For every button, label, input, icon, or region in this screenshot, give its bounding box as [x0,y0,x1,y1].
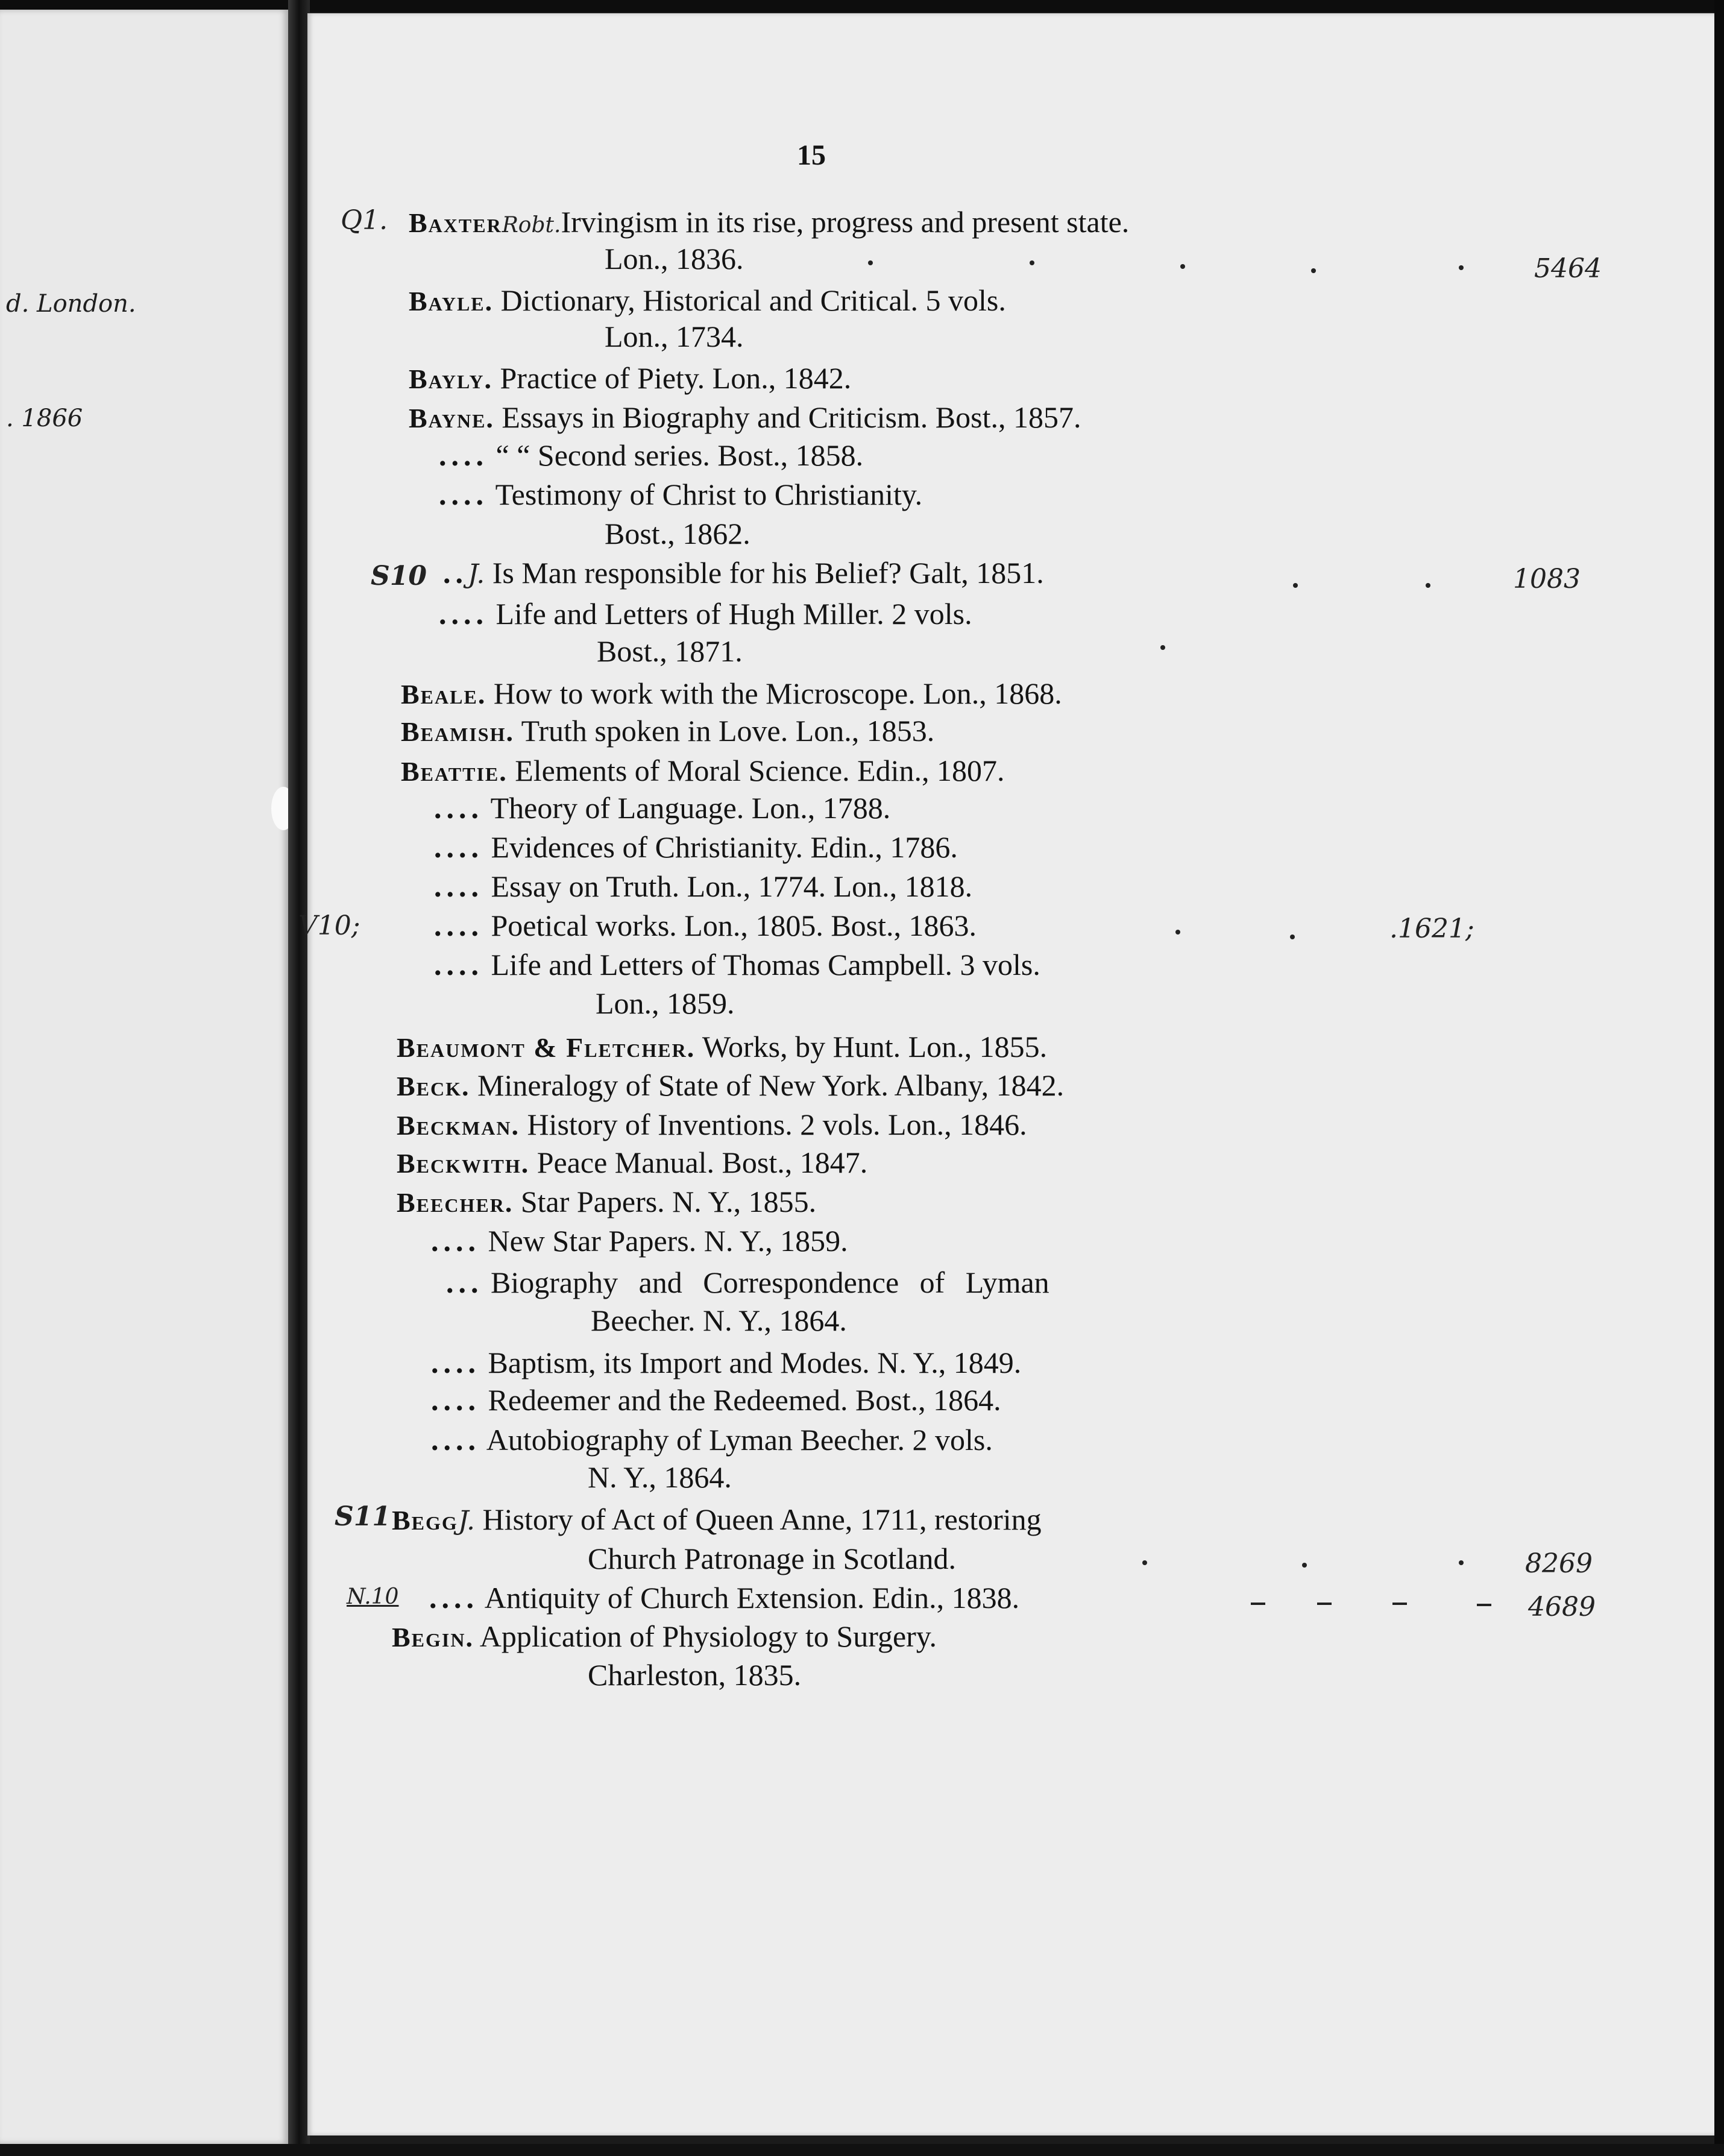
author-name: Begin. [392,1622,474,1653]
entry-bayne [409,399,1081,437]
entry-ditto [434,947,1040,983]
shelf-mark: Q1. [341,205,388,236]
shelf-mark: V10; [298,910,360,941]
leader-dot [1142,1560,1147,1565]
author-name: Beattie. [401,756,508,787]
leader-dot [1175,930,1180,935]
author-name: Beck. [397,1071,470,1102]
title-text: Autobiography of Lyman Beecher. 2 vols. [486,1423,993,1457]
title-text: Life and Letters of Thomas Campbell. 3 vols. [491,948,1040,982]
title-text: Practice of Piety. Lon., 1842. [500,361,852,395]
entry-beaumont-fletcher [397,1029,1047,1066]
entry-beattie [401,752,1005,790]
title-text: Testimony of Christ to Christianity. [495,478,923,511]
entry-beckman [397,1106,1027,1144]
leader-dot [1030,260,1034,265]
title-text: Baptism, its Import and Modes. N. Y., 1849. [488,1346,1022,1379]
ditto-dots: .... [434,830,483,864]
title-text: Mineralogy of State of New York. Albany, 1842. [477,1068,1065,1102]
ditto-dots: .... [434,869,483,903]
ditto-dots: .... [439,597,488,631]
entry-ditto [434,790,890,826]
ditto-dots: .... [431,1423,480,1457]
author-name: Bayle. [409,286,494,317]
facing-page-left [0,10,288,2144]
author-name: Beckwith. [397,1148,530,1179]
title-text: Biography and Correspondence of Lyman [491,1266,1049,1299]
leader-dot [1160,645,1165,650]
ditto-dots: ... [446,1266,483,1299]
title-text: Works, by Hunt. Lon., 1855. [702,1030,1048,1064]
entry-begg [392,1501,1042,1539]
shelf-mark: S10 [371,561,427,591]
handwritten-initial: Robt. [502,213,561,238]
handwritten-initial: J. [468,559,485,590]
title-text: Redeemer and the Redeemed. Bost., 1864. [488,1383,1001,1417]
leader-dash [1392,1603,1407,1605]
facing-page-note-1: d. London. [6,290,136,318]
leader-dot [1302,1563,1307,1568]
title-text: Peace Manual. Bost., 1847. [536,1146,868,1179]
title-text: How to work with the Microscope. Lon., 1868. [493,676,1062,710]
entry-ditto [431,1382,1001,1418]
ditto-dots: .... [439,478,488,511]
entry-continuation: Lon., 1859. [596,986,735,1020]
entry-continuation: N. Y., 1864. [588,1460,732,1494]
title-text: History of Act of Queen Anne, 1711, restoring [482,1502,1042,1536]
entry-continuation: Lon., 1734. [605,320,744,353]
entry-continuation: Bost., 1871. [597,634,743,668]
leader-dash [1477,1604,1491,1606]
leader-dash [1317,1603,1332,1605]
scan-edge-right [1714,0,1724,2156]
author-name: Begg [392,1505,458,1536]
leader-dash [1251,1603,1265,1605]
leader-dot [1459,265,1464,270]
entry-ditto [431,1422,993,1458]
entry-beck [397,1067,1064,1105]
entry-ditto [434,868,972,904]
scan-edge-bottom [0,2144,1724,2156]
entry-beecher [397,1184,816,1221]
leader-dot [868,260,873,265]
entry-begin [392,1618,937,1656]
accession-number: 4689 [1528,1592,1596,1622]
title-text: Irvingism in its rise, progress and present state. [561,205,1130,239]
ditto-dots: .... [439,438,488,472]
title-text: New Star Papers. N. Y., 1859. [488,1224,848,1258]
author-name: Baxter [409,207,502,238]
entry-ditto [439,437,863,473]
title-text: Poetical works. Lon., 1805. Bost., 1863. [491,909,977,942]
author-name: Bayne. [409,403,494,433]
ditto-dots: .... [429,1581,479,1615]
entry-ditto [439,476,922,512]
shelf-mark: S11 [335,1501,391,1532]
facing-page-note-2: . 1866 [6,405,83,432]
handwritten-initial: J. [458,1505,476,1536]
entry-continuation: Lon., 1836. [605,242,744,276]
leader-dot [1311,268,1316,273]
accession-number: 8269 [1525,1548,1593,1579]
title-text: “ “ Second series. Bost., 1858. [495,438,864,472]
binding-gutter [288,0,310,2156]
leader-dot [1290,935,1295,939]
author-name: Beale. [401,679,486,710]
title-text: Evidences of Christianity. Edin., 1786. [491,830,958,864]
entry-ditto [434,829,958,865]
title-text: Truth spoken in Love. Lon., 1853. [521,714,935,748]
entry-beamish [401,713,934,750]
title-text: Essay on Truth. Lon., 1774. Lon., 1818. [491,869,973,903]
entry-baxter [409,204,1129,244]
entry-continuation: Beecher. N. Y., 1864. [591,1303,847,1337]
title-text: Theory of Language. Lon., 1788. [490,791,891,825]
entry-ditto [431,1344,1021,1381]
ditto-dots: .... [431,1383,480,1417]
ditto-dots: .... [434,948,483,982]
title-text: Star Papers. N. Y., 1855. [520,1185,817,1218]
entry-continuation: Church Patronage in Scotland. [588,1542,956,1575]
entry-bayle [409,282,1006,320]
accession-number: .1621; [1389,913,1474,944]
title-text: Dictionary, Historical and Critical. 5 vols. [500,283,1006,317]
author-name: Beamish. [401,716,514,747]
accession-number: 1083 [1513,564,1581,594]
accession-number: 5464 [1534,253,1602,284]
title-text: Is Man responsible for his Belief? Galt, 1851. [492,556,1044,590]
title-text: Elements of Moral Science. Edin., 1807. [515,754,1005,787]
entry-beckwith [397,1144,867,1182]
title-text: Essays in Biography and Criticism. Bost., 1857. [502,400,1081,434]
ditto-dots: .... [434,909,483,942]
author-name: Beckman. [397,1110,520,1141]
entry-ditto [434,907,977,944]
entry-continuation: Charleston, 1835. [588,1658,802,1692]
entry-ditto [431,1223,848,1259]
entry-beale [401,675,1062,713]
entry-ditto [446,1264,1049,1300]
leader-dot [1293,583,1298,588]
title-text: Application of Physiology to Surgery. [479,1619,937,1653]
leader-dot [1180,264,1185,269]
title-text: Antiquity of Church Extension. Edin., 1838. [484,1581,1020,1615]
title-text: Life and Letters of Hugh Miller. 2 vols. [495,597,972,631]
title-text: History of Inventions. 2 vols. Lon., 1846. [527,1108,1027,1141]
page-number: 15 [797,139,826,171]
entry-ditto [443,555,1044,593]
ditto-dots: .. [443,556,468,590]
entry-bayly [409,360,851,397]
ditto-dots: .... [434,791,483,825]
ditto-dots: .... [431,1346,480,1379]
entry-continuation: Bost., 1862. [605,517,750,550]
ditto-dots: .... [431,1224,480,1258]
author-name: Beecher. [397,1187,514,1218]
entry-ditto [429,1580,1019,1616]
author-name: Bayly. [409,364,492,394]
leader-dot [1459,1560,1464,1565]
leader-dot [1426,583,1430,588]
shelf-mark: N.10 [347,1584,399,1609]
entry-ditto [439,596,972,632]
author-name: Beaumont & Fletcher. [397,1032,696,1063]
